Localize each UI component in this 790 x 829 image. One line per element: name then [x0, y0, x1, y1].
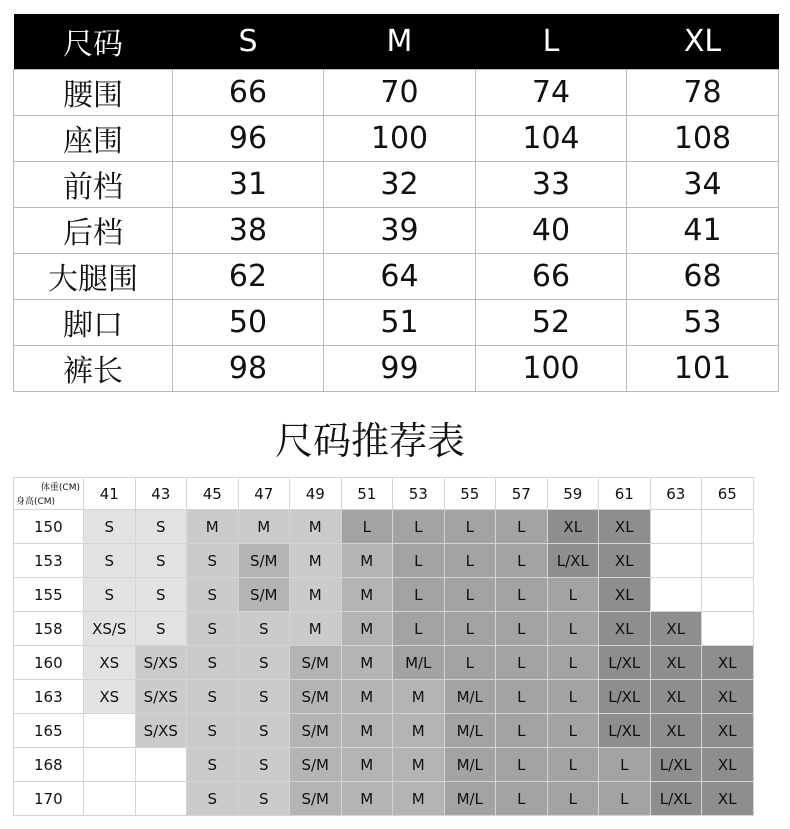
size-row — [14, 69, 779, 115]
size-header-s: S — [173, 14, 324, 69]
size-cell: S — [238, 680, 290, 714]
measurement-value: 74 — [476, 69, 627, 115]
size-cell: L — [496, 578, 548, 612]
size-cell: XL — [650, 612, 702, 646]
measurement-value: 39 — [324, 207, 476, 253]
size-cell: L/XL — [599, 680, 651, 714]
size-cell: L — [547, 578, 599, 612]
corner-header-cell — [14, 478, 84, 510]
measurement-value: 53 — [627, 299, 779, 345]
empty-cell — [650, 578, 702, 612]
empty-cell — [650, 510, 702, 544]
size-cell: S — [238, 748, 290, 782]
height-label: 165 — [14, 714, 84, 748]
size-cell: S — [135, 578, 187, 612]
size-cell: L — [393, 510, 445, 544]
size-cell: XL — [650, 646, 702, 680]
measurement-value: 66 — [173, 69, 324, 115]
size-cell: L — [599, 782, 651, 816]
size-cell: XL — [599, 578, 651, 612]
measurement-value: 31 — [173, 161, 324, 207]
weight-header-cell: 41 — [84, 478, 136, 510]
size-cell: S — [135, 544, 187, 578]
empty-cell — [702, 510, 754, 544]
size-cell: M/L — [393, 646, 445, 680]
size-cell: M — [341, 646, 393, 680]
size-cell: M — [393, 782, 445, 816]
weight-header-cell: 43 — [135, 478, 187, 510]
size-header-label: 尺码 — [14, 14, 173, 69]
size-cell: M — [341, 748, 393, 782]
recommendation-title: 尺码推荐表 — [274, 419, 465, 463]
size-cell: XS — [84, 646, 136, 680]
measurement-value: 41 — [627, 207, 779, 253]
height-label: 153 — [14, 544, 84, 578]
size-cell: S — [135, 510, 187, 544]
measurement-value: 40 — [476, 207, 627, 253]
size-cell: L — [496, 748, 548, 782]
size-cell: L — [393, 544, 445, 578]
size-cell: M — [238, 510, 290, 544]
weight-header-cell: 57 — [496, 478, 548, 510]
size-cell: M/L — [444, 714, 496, 748]
size-cell: S — [187, 578, 239, 612]
size-cell: XL — [547, 510, 599, 544]
empty-cell — [650, 544, 702, 578]
size-cell: L/XL — [547, 544, 599, 578]
size-cell: L — [496, 714, 548, 748]
size-row — [14, 115, 779, 161]
height-label: 168 — [14, 748, 84, 782]
size-cell: M/L — [444, 680, 496, 714]
measurement-value: 108 — [627, 115, 779, 161]
size-cell: S — [187, 748, 239, 782]
size-table-body — [14, 69, 779, 391]
size-cell: XL — [599, 510, 651, 544]
weight-header-cell: 51 — [341, 478, 393, 510]
measurement-value: 100 — [324, 115, 476, 161]
height-row — [14, 510, 754, 544]
size-cell: S/M — [290, 714, 342, 748]
measurement-value: 38 — [173, 207, 324, 253]
size-cell: M — [290, 510, 342, 544]
size-header-m: M — [324, 14, 476, 69]
size-cell: XL — [599, 544, 651, 578]
height-label: 163 — [14, 680, 84, 714]
size-measurement-table — [13, 14, 779, 392]
height-row — [14, 748, 754, 782]
height-row — [14, 544, 754, 578]
measurement-value: 68 — [627, 253, 779, 299]
size-cell: S — [187, 612, 239, 646]
measurement-value: 64 — [324, 253, 476, 299]
weight-header-cell: 65 — [702, 478, 754, 510]
size-row — [14, 161, 779, 207]
size-cell: XL — [650, 714, 702, 748]
size-cell: S/M — [290, 782, 342, 816]
size-cell: L — [496, 782, 548, 816]
size-cell: XL — [702, 646, 754, 680]
measurement-label: 脚口 — [14, 299, 173, 345]
size-cell: M — [341, 680, 393, 714]
size-cell: L/XL — [650, 748, 702, 782]
weight-header-cell: 47 — [238, 478, 290, 510]
recommendation-body — [14, 510, 754, 816]
measurement-value: 101 — [627, 345, 779, 391]
weight-header-cell: 61 — [599, 478, 651, 510]
size-cell: S — [187, 782, 239, 816]
size-cell: XL — [599, 612, 651, 646]
size-cell: L — [496, 612, 548, 646]
size-cell: L — [547, 748, 599, 782]
size-header-l: L — [476, 14, 627, 69]
size-cell: M — [341, 782, 393, 816]
weight-header-cell: 63 — [650, 478, 702, 510]
size-cell: M — [393, 714, 445, 748]
size-cell: L — [444, 510, 496, 544]
measurement-value: 98 — [173, 345, 324, 391]
weight-axis-label: 体重(CM) — [40, 483, 80, 493]
size-cell: M — [341, 612, 393, 646]
size-cell: S — [238, 612, 290, 646]
measurement-value: 50 — [173, 299, 324, 345]
size-cell: S — [238, 782, 290, 816]
size-cell: S/M — [290, 646, 342, 680]
measurement-value: 32 — [324, 161, 476, 207]
weight-header-cell: 59 — [547, 478, 599, 510]
size-cell: L — [444, 646, 496, 680]
size-cell: M — [290, 612, 342, 646]
size-cell: S — [84, 544, 136, 578]
size-cell: L — [444, 578, 496, 612]
size-cell: L — [599, 748, 651, 782]
size-cell: S — [84, 510, 136, 544]
size-cell: M/L — [444, 748, 496, 782]
size-cell: S/M — [238, 544, 290, 578]
size-cell: L — [496, 544, 548, 578]
size-cell: XS/S — [84, 612, 136, 646]
size-cell: XS — [84, 680, 136, 714]
size-cell: XL — [702, 748, 754, 782]
measurement-value: 70 — [324, 69, 476, 115]
size-cell: S — [187, 714, 239, 748]
size-row — [14, 207, 779, 253]
size-cell: M/L — [444, 782, 496, 816]
size-cell: S/XS — [135, 714, 187, 748]
height-row — [14, 578, 754, 612]
size-cell: XL — [702, 714, 754, 748]
size-cell: XL — [650, 680, 702, 714]
size-cell: S/M — [290, 680, 342, 714]
size-cell: L — [496, 680, 548, 714]
size-cell: S — [187, 646, 239, 680]
size-cell: S — [238, 714, 290, 748]
empty-cell — [702, 612, 754, 646]
size-cell: L/XL — [650, 782, 702, 816]
height-axis-label: 身高(CM) — [16, 497, 56, 507]
height-row — [14, 782, 754, 816]
size-cell: L/XL — [599, 714, 651, 748]
size-header-row — [14, 14, 779, 69]
size-cell: M — [290, 544, 342, 578]
height-label: 150 — [14, 510, 84, 544]
weight-header-cell: 53 — [393, 478, 445, 510]
size-cell: S — [135, 612, 187, 646]
height-label: 160 — [14, 646, 84, 680]
weight-header-cell: 55 — [444, 478, 496, 510]
height-row — [14, 646, 754, 680]
size-row — [14, 345, 779, 391]
measurement-label: 前档 — [14, 161, 173, 207]
size-header-xl: XL — [627, 14, 779, 69]
measurement-label: 裤长 — [14, 345, 173, 391]
measurement-value: 100 — [476, 345, 627, 391]
empty-cell — [84, 782, 136, 816]
size-cell: L — [496, 646, 548, 680]
size-cell: M — [341, 714, 393, 748]
measurement-value: 52 — [476, 299, 627, 345]
size-cell: S/M — [290, 748, 342, 782]
size-recommendation-table — [13, 477, 754, 816]
weight-header-cell: 49 — [290, 478, 342, 510]
size-cell: L — [341, 510, 393, 544]
size-cell: L — [547, 612, 599, 646]
size-cell: L — [393, 612, 445, 646]
height-row — [14, 714, 754, 748]
height-row — [14, 612, 754, 646]
size-cell: S — [187, 544, 239, 578]
size-cell: M — [290, 578, 342, 612]
measurement-value: 62 — [173, 253, 324, 299]
size-cell: L — [393, 578, 445, 612]
measurement-value: 33 — [476, 161, 627, 207]
empty-cell — [84, 714, 136, 748]
height-label: 155 — [14, 578, 84, 612]
empty-cell — [135, 782, 187, 816]
size-cell: L — [547, 782, 599, 816]
measurement-value: 104 — [476, 115, 627, 161]
measurement-value: 66 — [476, 253, 627, 299]
empty-cell — [84, 748, 136, 782]
size-cell: S — [238, 646, 290, 680]
height-label: 170 — [14, 782, 84, 816]
size-cell: M — [393, 748, 445, 782]
measurement-value: 78 — [627, 69, 779, 115]
size-cell: S/XS — [135, 680, 187, 714]
size-cell: L — [444, 612, 496, 646]
height-row — [14, 680, 754, 714]
size-cell: L — [547, 714, 599, 748]
size-cell: L — [496, 510, 548, 544]
empty-cell — [702, 578, 754, 612]
height-label: 158 — [14, 612, 84, 646]
size-cell: L — [547, 646, 599, 680]
measurement-label: 后档 — [14, 207, 173, 253]
size-cell: XL — [702, 782, 754, 816]
measurement-value: 34 — [627, 161, 779, 207]
size-cell: M — [341, 544, 393, 578]
measurement-value: 51 — [324, 299, 476, 345]
size-cell: S/M — [238, 578, 290, 612]
measurement-label: 腰围 — [14, 69, 173, 115]
size-cell: XL — [702, 680, 754, 714]
measurement-label: 大腿围 — [14, 253, 173, 299]
size-cell: L — [547, 680, 599, 714]
size-row — [14, 253, 779, 299]
size-cell: S/XS — [135, 646, 187, 680]
size-row — [14, 299, 779, 345]
measurement-value: 99 — [324, 345, 476, 391]
size-cell: M — [187, 510, 239, 544]
measurement-value: 96 — [173, 115, 324, 161]
size-cell: M — [393, 680, 445, 714]
size-cell: L/XL — [599, 646, 651, 680]
size-cell: M — [341, 578, 393, 612]
size-cell: L — [444, 544, 496, 578]
weight-header-row — [14, 478, 754, 510]
size-cell: S — [84, 578, 136, 612]
empty-cell — [702, 544, 754, 578]
empty-cell — [135, 748, 187, 782]
size-cell: S — [187, 680, 239, 714]
measurement-label: 座围 — [14, 115, 173, 161]
weight-header-cell: 45 — [187, 478, 239, 510]
